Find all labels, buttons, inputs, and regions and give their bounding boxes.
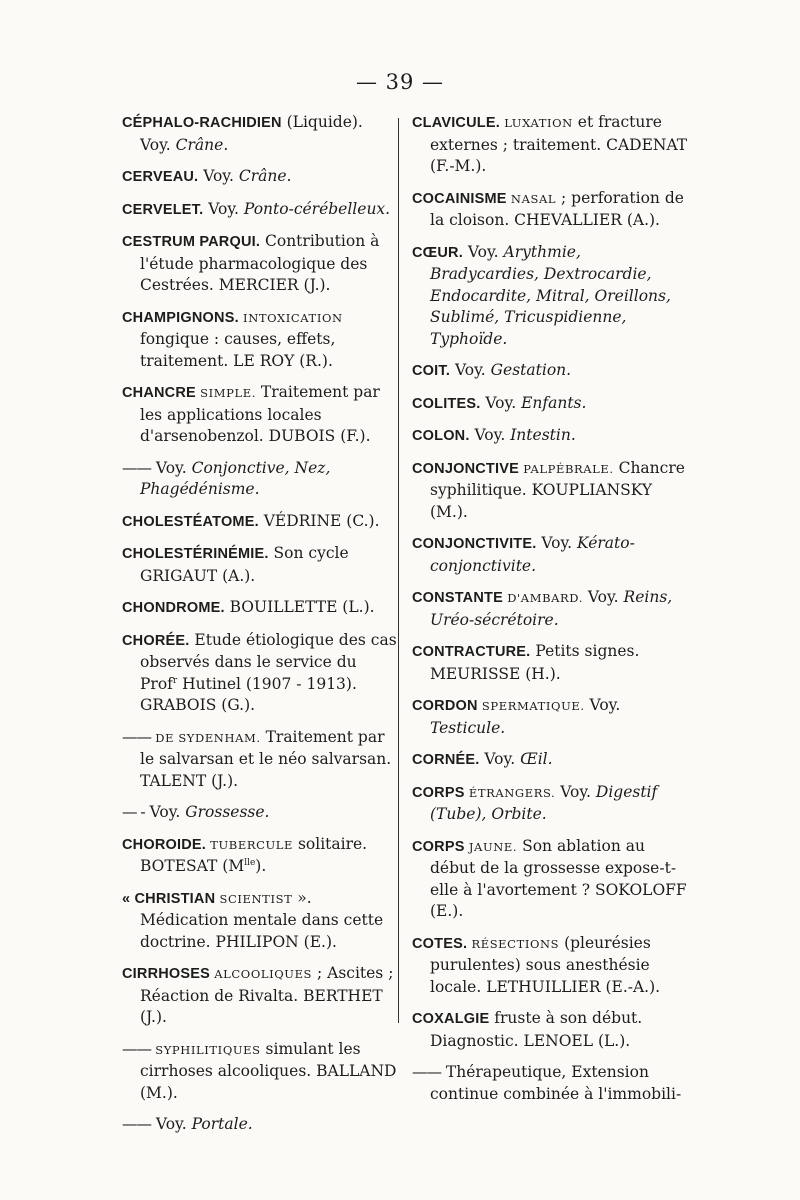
entry-headword: CHOLESTÉATOME.	[122, 513, 259, 530]
index-entry	[412, 695, 688, 739]
index-entry	[122, 802, 398, 824]
entry-text: Son ablation au début de la grossesse expose-t-elle à l'avortement ? SOKOLOFF (E.).	[430, 836, 687, 920]
entry-subheading: ÉTRANGERS.	[464, 785, 556, 800]
entry-text: Contribution à l'étude pharmacologique des Cestrées. MERCIER (J.).	[140, 232, 380, 294]
entry-text: Hutinel (1907 - 1913). GRABOIS (G.).	[140, 674, 357, 714]
entry-text: et fracture externes ; traitement. CADENAT (F.-M.).	[430, 113, 688, 175]
index-entry	[122, 511, 398, 534]
entry-headword: CHOROIDE.	[122, 836, 206, 853]
entry-dash: ——	[412, 1063, 441, 1081]
entry-text: (Liquide). Voy.	[140, 113, 363, 154]
entry-subheading: TUBERCULE	[205, 837, 294, 852]
index-entry	[122, 199, 398, 222]
entry-headword: COCAINISME	[412, 190, 507, 207]
index-entry	[412, 587, 688, 631]
entry-subheading: ALCOOLIQUES	[210, 967, 313, 981]
entry-reference: Intestin.	[510, 426, 576, 444]
entry-headword: CORPS	[412, 838, 465, 855]
entry-text: solitaire. BOTESAT (M	[140, 834, 368, 875]
entry-text: Voy.	[151, 1115, 192, 1133]
entry-text: Chancre syphilitique. KOUPLIANSKY (M.).	[430, 458, 685, 521]
index-entry	[122, 630, 398, 717]
entry-text: ).	[255, 857, 267, 875]
entry-headword: CHOLESTÉRINÉMIE.	[122, 546, 269, 562]
entry-subheading: SPERMATIQUE.	[477, 699, 585, 713]
index-entry	[122, 543, 398, 587]
entry-text: Voy.	[479, 750, 521, 768]
index-entry	[122, 112, 398, 156]
entry-text: Son cycle GRIGAUT (A.).	[140, 544, 349, 585]
entry-reference: Portale.	[191, 1115, 253, 1133]
index-entry	[412, 641, 688, 685]
entry-subheading: NASAL	[506, 191, 557, 206]
entry-subheading: SCIENTIST	[215, 891, 293, 906]
column-divider	[398, 118, 399, 1023]
entry-text: Voy.	[462, 242, 504, 261]
entry-text: Voy.	[555, 782, 596, 801]
entry-headword: CHAMPIGNONS.	[122, 309, 239, 326]
entry-text: fruste à son début. Diagnostic. LENOEL (L.).	[430, 1009, 643, 1050]
entry-text: Voy.	[203, 199, 244, 218]
index-entry	[412, 782, 688, 826]
entry-text: Voy.	[469, 426, 511, 444]
entry-reference: Crâne.	[238, 167, 292, 185]
entry-superscript: r	[172, 675, 178, 686]
entry-headword: CLAVICULE.	[412, 115, 500, 131]
entry-text: Voy.	[144, 803, 186, 821]
entry-headword: CHORÉE.	[122, 632, 190, 649]
entry-reference: Gestation.	[490, 361, 572, 379]
entry-subheading: INTOXICATION	[238, 310, 343, 325]
entry-dash: ——	[122, 1039, 151, 1058]
entry-text: Voy.	[198, 167, 239, 185]
entry-text: Voy.	[450, 361, 491, 379]
entry-subheading: RÉSECTIONS	[467, 936, 560, 951]
entry-text: Voy.	[584, 696, 621, 714]
index-entry	[412, 533, 688, 577]
index-entry	[412, 1062, 688, 1105]
entry-text: ; perforation de la cloison. CHEVALLIER (A.).	[430, 188, 684, 229]
index-entry	[122, 307, 398, 373]
entry-text: Voy.	[582, 588, 624, 606]
entry-dash: ——	[122, 1115, 151, 1133]
entry-reference: Conjonctive, Nez, Phagédénisme.	[140, 458, 331, 498]
index-entry	[122, 231, 398, 297]
entry-reference: Kérato-conjonctivite.	[430, 534, 635, 575]
entry-headword: CORDON	[412, 698, 478, 714]
entry-headword: CESTRUM PARQUI.	[122, 234, 261, 250]
entry-reference: Grossesse.	[185, 803, 270, 821]
index-entry	[412, 242, 688, 351]
index-entry	[122, 597, 398, 620]
entry-text: Petits signes. MEURISSE (H.).	[430, 642, 640, 683]
entry-text: Voy.	[151, 458, 192, 477]
entry-reference: Reins, Uréo-sécrétoire.	[430, 588, 673, 629]
index-entry	[122, 888, 398, 954]
index-entry	[412, 749, 688, 772]
entry-headword: CIRRHOSES	[122, 966, 211, 982]
entry-headword: CONJONCTIVITE.	[412, 536, 537, 552]
entry-text: Thérapeutique, Extension continue combinée à l'immobili-	[430, 1063, 682, 1103]
entry-reference: Œil.	[520, 750, 553, 768]
index-entry	[122, 727, 398, 793]
entry-headword: COLON.	[412, 428, 470, 444]
index-entry	[412, 360, 688, 383]
entry-reference: Ponto-cérébelleux.	[243, 199, 391, 218]
index-entry	[412, 425, 688, 448]
entry-subheading: LUXATION	[499, 116, 573, 130]
entry-headword: COTES.	[412, 935, 468, 952]
entry-headword: CÉPHALO-RACHIDIEN	[122, 115, 282, 131]
entry-reference: Digestif (Tube), Orbite.	[430, 782, 658, 823]
index-entry	[122, 166, 398, 189]
index-entry	[122, 458, 398, 501]
index-entry	[122, 963, 398, 1029]
entry-reference: Arythmie, Bradycardies, Dextrocardie, Endocardite, Mitral, Oreillons, Sublimé, Tricuspidienne, Typhoïde.	[430, 242, 671, 348]
entry-text: ». Médication mentale dans cette doctrine. PHILIPON (E.).	[140, 888, 384, 951]
entry-subheading: PALPÉBRALE.	[518, 461, 614, 476]
index-entry	[412, 458, 688, 524]
entry-text: Voy.	[480, 393, 522, 412]
entry-headword: CORPS	[412, 784, 465, 801]
entry-subheading: JAUNE.	[464, 839, 518, 854]
entry-subheading: SIMPLE.	[195, 386, 256, 400]
index-column-right	[412, 112, 688, 1115]
index-column-left	[122, 112, 398, 1146]
entry-text: Voy.	[536, 534, 578, 552]
entry-text: Etude étiologique des cas observés dans le service du Prof	[140, 630, 397, 693]
entry-text: fongique : causes, effets, traitement. LE ROY (R.).	[140, 330, 336, 370]
entry-reference: Crâne.	[175, 135, 229, 154]
entry-headword: COXALGIE	[412, 1011, 490, 1027]
index-entry	[412, 112, 688, 178]
index-entry	[122, 382, 398, 448]
entry-text: simulant les cirrhoses alcooliques. BALLAND (M.).	[140, 1039, 397, 1102]
index-entry	[412, 188, 688, 232]
index-entry	[122, 1114, 398, 1136]
index-entry	[412, 1008, 688, 1052]
entry-text: Traitement par les applications locales d'arsenobenzol. DUBOIS (F.).	[140, 383, 380, 445]
entry-superscript: lle	[244, 857, 256, 868]
index-entry	[412, 836, 688, 923]
entry-headword: CHANCRE	[122, 385, 196, 401]
entry-headword: CONSTANTE	[412, 590, 503, 606]
entry-subheading: SYPHILITIQUES	[151, 1042, 261, 1057]
entry-headword: CORNÉE.	[412, 752, 480, 768]
entry-reference: Testicule.	[430, 718, 506, 737]
entry-dash: ——	[122, 727, 151, 746]
entry-text: Traitement par le salvarsan et le néo salvarsan. TALENT (J.).	[140, 727, 392, 790]
entry-dash: — -	[122, 803, 145, 821]
entry-text: ; Ascites ; Réaction de Rivalta. BERTHET (J.).	[140, 964, 394, 1026]
entry-headword: CONTRACTURE.	[412, 644, 531, 660]
entry-headword: « CHRISTIAN	[122, 890, 216, 907]
entry-headword: CERVELET.	[122, 201, 204, 218]
entry-headword: COIT.	[412, 363, 451, 379]
index-entry	[122, 1039, 398, 1105]
index-entry	[122, 834, 398, 878]
entry-dash: ——	[122, 458, 151, 477]
index-entry	[412, 393, 688, 416]
entry-text: BOUILLETTE (L.).	[224, 598, 375, 616]
entry-reference: Enfants.	[521, 393, 587, 412]
page-number: — 39 —	[355, 70, 445, 94]
entry-headword: COLITES.	[412, 395, 481, 412]
entry-headword: CONJONCTIVE	[412, 460, 519, 477]
entry-headword: CERVEAU.	[122, 169, 199, 185]
entry-headword: CŒUR.	[412, 244, 463, 261]
entry-subheading: DE SYDENHAM.	[151, 730, 261, 745]
entry-text: VÉDRINE (C.).	[258, 511, 380, 530]
entry-text: (pleurésies purulentes) sous anesthésie locale. LETHUILLIER (E.-A.).	[430, 933, 661, 996]
entry-headword: CHONDROME.	[122, 600, 225, 616]
index-entry	[412, 933, 688, 999]
entry-subheading: D'AMBARD.	[502, 591, 583, 605]
